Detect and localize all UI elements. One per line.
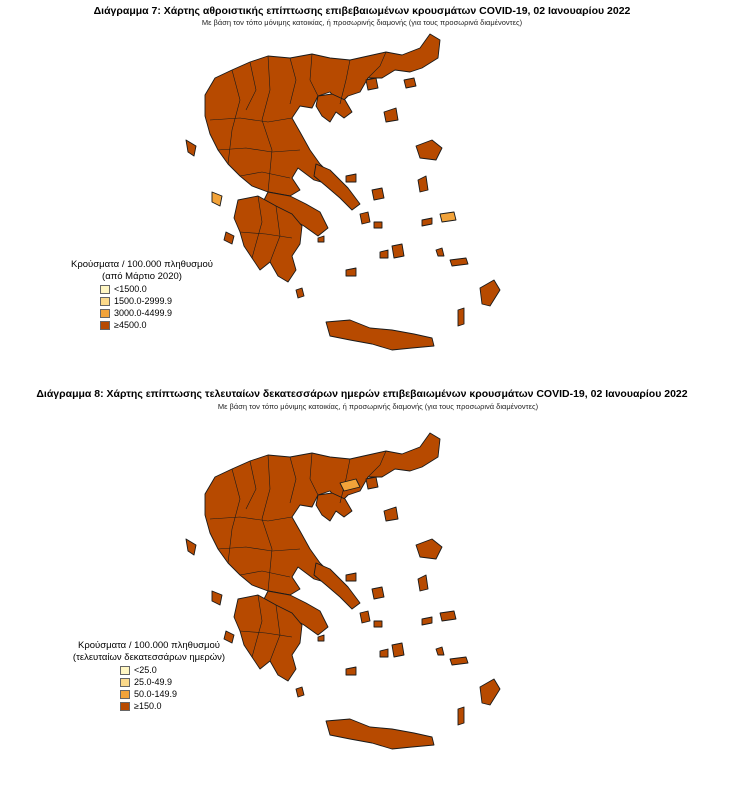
island-kalymnos [436, 248, 444, 256]
legend-swatch [120, 690, 130, 699]
legend-item-label: <25.0 [134, 665, 157, 675]
diagram-8-subtitle: Με βάση τον τόπο μόνιμης κατοικίας, ή προσωρινής διαμονής (για τους προσωρινά διαμένοντες) [217, 402, 539, 411]
island-paros [380, 250, 388, 258]
legend-item-label: 3000.0-4499.9 [114, 308, 173, 318]
island-skyros [372, 188, 384, 200]
island-aegina [318, 236, 324, 242]
island-lesvos [416, 539, 442, 559]
island-kythera [296, 288, 304, 298]
legend-swatch [120, 702, 130, 711]
diagram-7-subtitle: Με βάση τον τόπο μόνιμης κατοικίας, ή προσωρινής διαμονής (για τους προσωρινά διαμένοντες) [201, 18, 523, 27]
island-thasos [366, 477, 378, 489]
island-karpathos [458, 308, 464, 326]
island-ikaria [422, 218, 432, 226]
island-kefalonia [212, 591, 222, 605]
island-paros [380, 649, 388, 657]
island-kefalonia [212, 192, 222, 206]
legend-item-label: 50.0-149.9 [134, 689, 178, 699]
legend-item [100, 319, 222, 331]
diagram-7-title: Διάγραμμα 7: Χάρτης αθροιστικής επίπτωσης επιβεβαιωμένων κρουσμάτων COVID-19, 02 Ιανουαρίου 2022 [93, 5, 631, 17]
legend-item [100, 283, 222, 295]
legend-item [100, 295, 222, 307]
island-rhodes [480, 280, 500, 306]
legend-item-label: ≥150.0 [134, 701, 162, 711]
island-lesvos [416, 140, 442, 160]
island-sporades [346, 573, 356, 581]
legend-swatch [120, 666, 130, 675]
island-kythera [296, 687, 304, 697]
legend-item [120, 688, 238, 700]
island-kalymnos [436, 647, 444, 655]
legend-swatch [100, 321, 110, 330]
island-thasos [366, 78, 378, 90]
island-milos [346, 268, 356, 276]
legend-title-line-2: (τελευταίων δεκατεσσάρων ημερών) [72, 652, 226, 663]
island-chios [418, 176, 428, 192]
island-ikaria [422, 617, 432, 625]
legend-item [120, 700, 238, 712]
legend-item [120, 664, 238, 676]
island-andros [360, 212, 370, 224]
legend-item [100, 307, 222, 319]
island-samothrace [404, 78, 416, 88]
island-milos [346, 667, 356, 675]
legend-item-label: 25.0-49.9 [134, 677, 173, 687]
diagram-8-title: Διάγραμμα 8: Χάρτης επίπτωσης τελευταίων δεκατεσσάρων ημερών επιβεβαιωμένων κρουσμάτων COVID-19, 02 Ιανουαρίου 2022 [36, 388, 688, 400]
island-aegina [318, 635, 324, 641]
island-zakynthos [224, 232, 234, 244]
legend-item-label: ≥4500.0 [114, 320, 147, 330]
island-lemnos [384, 108, 398, 122]
legend-title-line-1: Κρούσματα / 100.000 πληθυσμού [71, 259, 213, 270]
legend-title-line-2: (από Μάρτιο 2020) [102, 271, 182, 282]
legend-item [120, 676, 238, 688]
island-crete [326, 719, 434, 749]
island-chios [418, 575, 428, 591]
island-tinos [374, 222, 382, 228]
legend-title-line-1: Κρούσματα / 100.000 πληθυσμού [78, 640, 220, 651]
legend-swatch [100, 285, 110, 294]
island-corfu [186, 140, 196, 156]
diagram-7-panel [0, 0, 750, 380]
island-sporades [346, 174, 356, 182]
legend-swatch [100, 309, 110, 318]
island-samos [440, 212, 456, 222]
island-tinos [374, 621, 382, 627]
island-samos [440, 611, 456, 621]
legend-item-label: <1500.0 [114, 284, 147, 294]
island-kos [450, 258, 468, 266]
island-andros [360, 611, 370, 623]
legend-swatch [100, 297, 110, 306]
island-naxos [392, 643, 404, 657]
island-rhodes [480, 679, 500, 705]
island-karpathos [458, 707, 464, 725]
island-corfu [186, 539, 196, 555]
region-euboea [314, 563, 360, 609]
island-crete [326, 320, 434, 350]
island-kos [450, 657, 468, 665]
diagram-8-panel [0, 383, 750, 783]
legend-item-label: 1500.0-2999.9 [114, 296, 173, 306]
legend-swatch [120, 678, 130, 687]
region-chalkidiki [316, 94, 352, 122]
island-skyros [372, 587, 384, 599]
legend-diagram-8 [60, 640, 238, 712]
island-lemnos [384, 507, 398, 521]
region-euboea [314, 164, 360, 210]
island-naxos [392, 244, 404, 258]
legend-diagram-7 [62, 259, 222, 331]
greece-choropleth-map-2 [0, 383, 750, 783]
region-chalkidiki [316, 493, 352, 521]
